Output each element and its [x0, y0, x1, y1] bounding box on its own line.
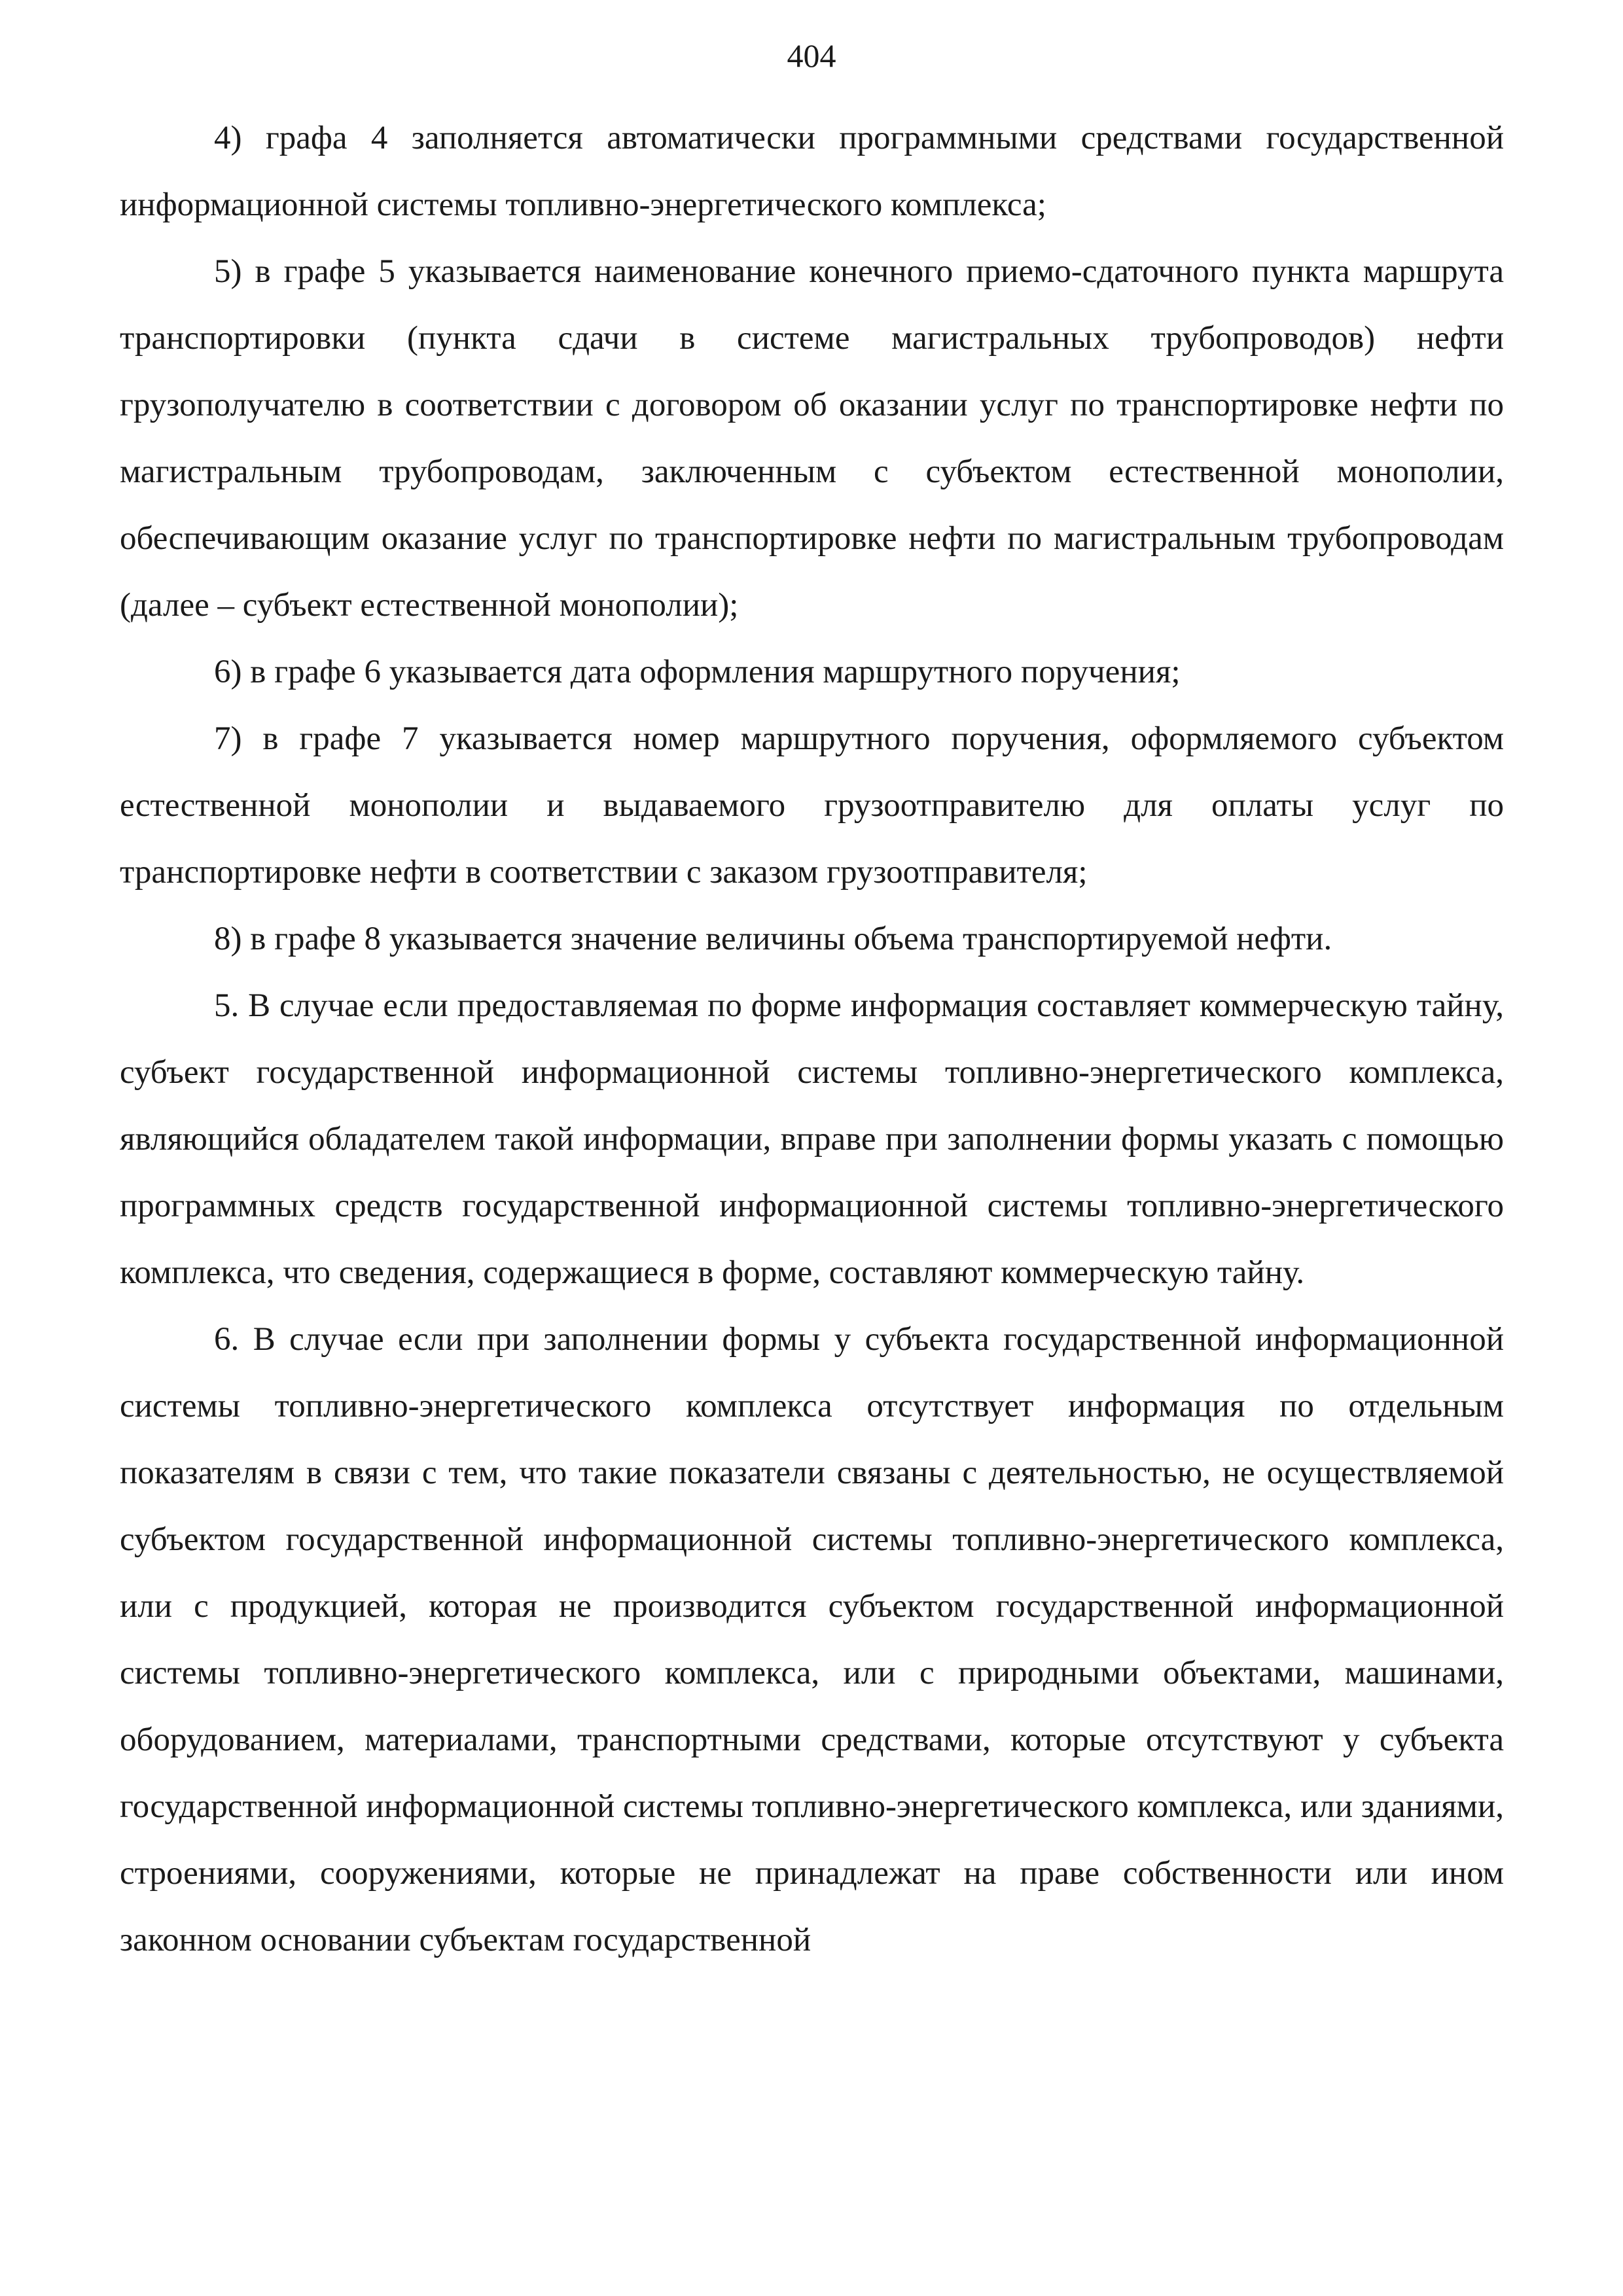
page-number: 404 [787, 37, 836, 74]
paragraph-item-4: 4) графа 4 заполняется автоматически программными средствами государственной информационной системы топливно-энергетического комплекса; [120, 120, 1504, 223]
paragraph-item-5: 5) в графе 5 указывается наименование конечного приемо-сдаточного пункта маршрута транспортировки (пункта сдачи в системе магистральных трубопроводов) нефти грузополучателю в соответствии с договором об оказании услуг по транспортировке нефти по магистральным трубопроводам, заключенным с субъектом естественной монополии, обеспечивающим оказание услуг по транспортировке нефти по магистральным трубопроводам (далее – субъект естественной монополии); [120, 253, 1504, 624]
paragraph-item-6: 6) в графе 6 указывается дата оформления маршрутного поручения; [214, 654, 1181, 690]
document-body [120, 105, 1504, 1973]
paragraph-item-8: 8) в графе 8 указывается значение величины объема транспортируемой нефти. [214, 921, 1332, 957]
paragraph-item-7: 7) в графе 7 указывается номер маршрутного поручения, оформляемого субъектом естественной монополии и выдаваемого грузоотправителю для оплаты услуг по транспортировке нефти в соответствии с заказом грузоотправителя; [120, 720, 1504, 891]
paragraph-clause-5: 5. В случае если предоставляемая по форме информация составляет коммерческую тайну, субъект государственной информационной системы топливно-энергетического комплекса, являющийся обладателем такой информации, вправе при заполнении формы указать с помощью программных средств государственной информационной системы топливно-энергетического комплекса, что сведения, содержащиеся в форме, составляют коммерческую тайну. [120, 987, 1504, 1291]
paragraph-clause-6: 6. В случае если при заполнении формы у субъекта государственной информационной системы топливно-энергетического комплекса отсутствует информация по отдельным показателям в связи с тем, что такие показатели связаны с деятельностью, не осуществляемой субъектом государственной информационной системы топливно-энергетического комплекса, или с продукцией, которая не производится субъектом государственной информационной системы топливно-энергетического комплекса, или с природными объектами, машинами, оборудованием, материалами, транспортными средствами, которые отсутствуют у субъекта государственной информационной системы топливно-энергетического комплекса, или зданиями, строениями, сооружениями, которые не принадлежат на праве собственности или ином законном основании субъектам государственной [120, 1321, 1504, 1958]
